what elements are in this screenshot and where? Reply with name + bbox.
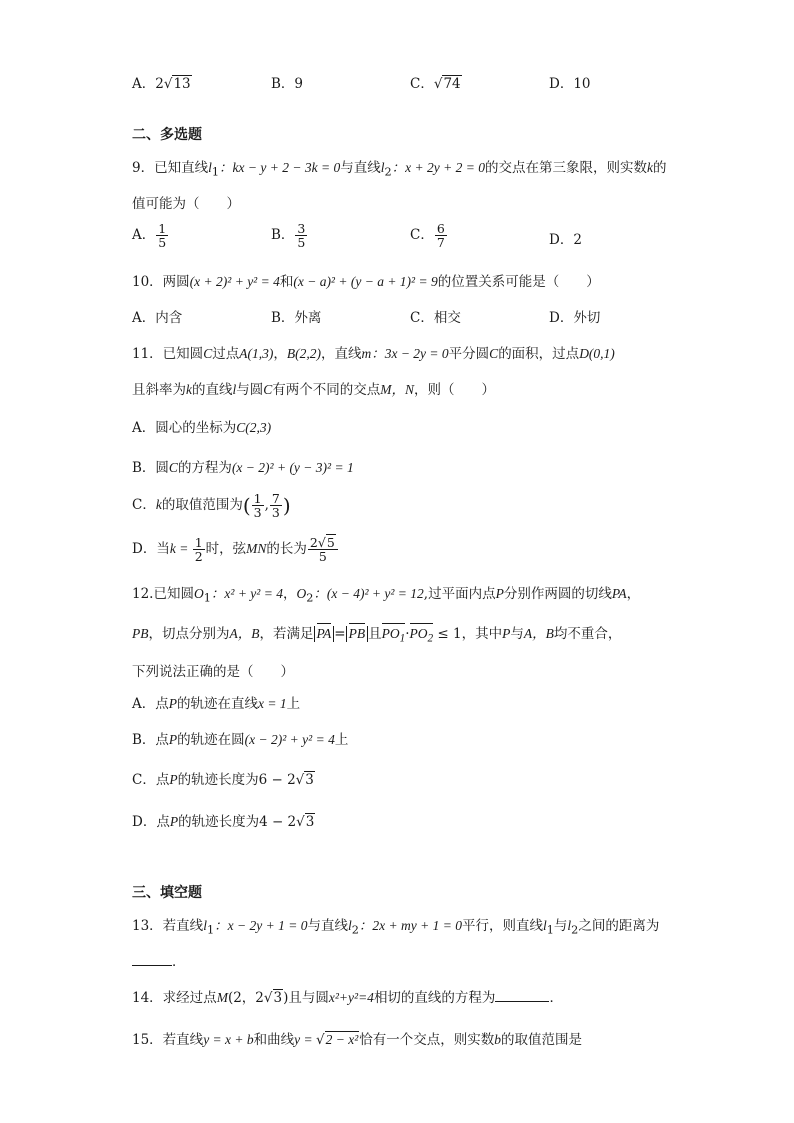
q10-option-d: D．外切 xyxy=(549,310,601,326)
q9-stem-line1: 9．已知直线$l_1$：kx − y + 2 − 3k = 0与直线$l_2$：x + 2y + 2 = 0的交点在第三象限，则实数k的 xyxy=(132,160,667,179)
q12-option-a: A．点P的轨迹在直线x = 1上 xyxy=(132,696,301,712)
q10-option-c: C．相交 xyxy=(410,310,461,326)
q9-option-a: A． $\frac{1}{5}$ xyxy=(132,221,167,251)
q13-stem: 13．若直线$l_1$：x − 2y + 1 = 0与直线$l_2$：2x + my + 1 = 0平行，则直线$l_1$与$l_2$之间的距离为 xyxy=(132,918,660,937)
q9-option-c: C． $\frac{6}{7}$ xyxy=(410,221,445,251)
q11-option-d: D．当k = $\frac{1}{2}$ 时，弦MN的长为 $\frac{2√5}{5}$ xyxy=(132,536,339,563)
q12-stem-line2: PB，切点分别为A，B，若满足 PA = PB 且$PO_1\cdot PO_2 \le 1$，其中P与A，B均不重合， xyxy=(132,626,622,645)
q13-answer-blank[interactable] xyxy=(132,965,172,966)
q12-option-d: D．点P的轨迹长度为4 − 2√3 xyxy=(132,814,315,830)
q12-option-b: B．点P的轨迹在圆(x − 2)² + y² = 4上 xyxy=(132,732,349,748)
q10-option-b: B．外离 xyxy=(271,310,322,326)
q8-option-d: D．10 xyxy=(549,76,591,92)
q8-option-b: B．9 xyxy=(271,76,304,92)
q11-option-b: B．圆C的方程为(x − 2)² + (y − 3)² = 1 xyxy=(132,460,354,476)
q14-answer-blank[interactable] xyxy=(495,1001,549,1002)
q8-option-a: A．2√13 xyxy=(132,76,191,92)
q12-stem-line3: 下列说法正确的是（ ） xyxy=(132,664,294,680)
q12-option-c: C．点P的轨迹长度为6 − 2√3 xyxy=(132,772,314,788)
q10-stem: 10．两圆(x + 2)² + y² = 4和(x − a)² + (y − a + 1)² = 9的位置关系可能是（ ） xyxy=(132,274,600,290)
q11-stem-line1: 11．已知圆C过点A(1,3)，B(2,2)，直线m：3x − 2y = 0平分圆C的面积，过点D(0,1) xyxy=(132,346,615,362)
q15-stem: 15．若直线y = x + b和曲线y = √2 − x²恰有一个交点，则实数b的取值范围是 xyxy=(132,1032,583,1048)
q14-stem: 14．求经过点M(2，2√3)且与圆x²+y²=4相切的直线的方程为 ． xyxy=(132,990,563,1006)
section-heading-multiple-choice: 二、多选题 xyxy=(132,127,202,143)
q13-answer-line: ． xyxy=(132,950,186,970)
q11-option-c: C．k的取值范围为( $\frac{1}{3}$ , $\frac{7}{3}$ ) xyxy=(132,491,291,521)
q10-option-a: A．内含 xyxy=(132,310,183,326)
q11-option-a: A．圆心的坐标为C(2,3) xyxy=(132,420,272,436)
section-heading-fill-in: 三、填空题 xyxy=(132,885,202,901)
q9-option-b: B． $\frac{3}{5}$ xyxy=(271,221,306,251)
q8-option-c: C．√74 xyxy=(410,76,461,92)
q9-stem-line2: 值可能为（ ） xyxy=(132,196,240,212)
q11-stem-line2: 且斜率为k的直线l与圆C有两个不同的交点M，N，则（ ） xyxy=(132,382,496,398)
q9-option-d: D．2 xyxy=(549,232,582,248)
q12-stem-line1: 12.已知圆$O_1$：x² + y² = 4，$O_2$：(x − 4)² + y² = 12,过平面内点P分别作两圆的切线PA， xyxy=(132,586,641,605)
